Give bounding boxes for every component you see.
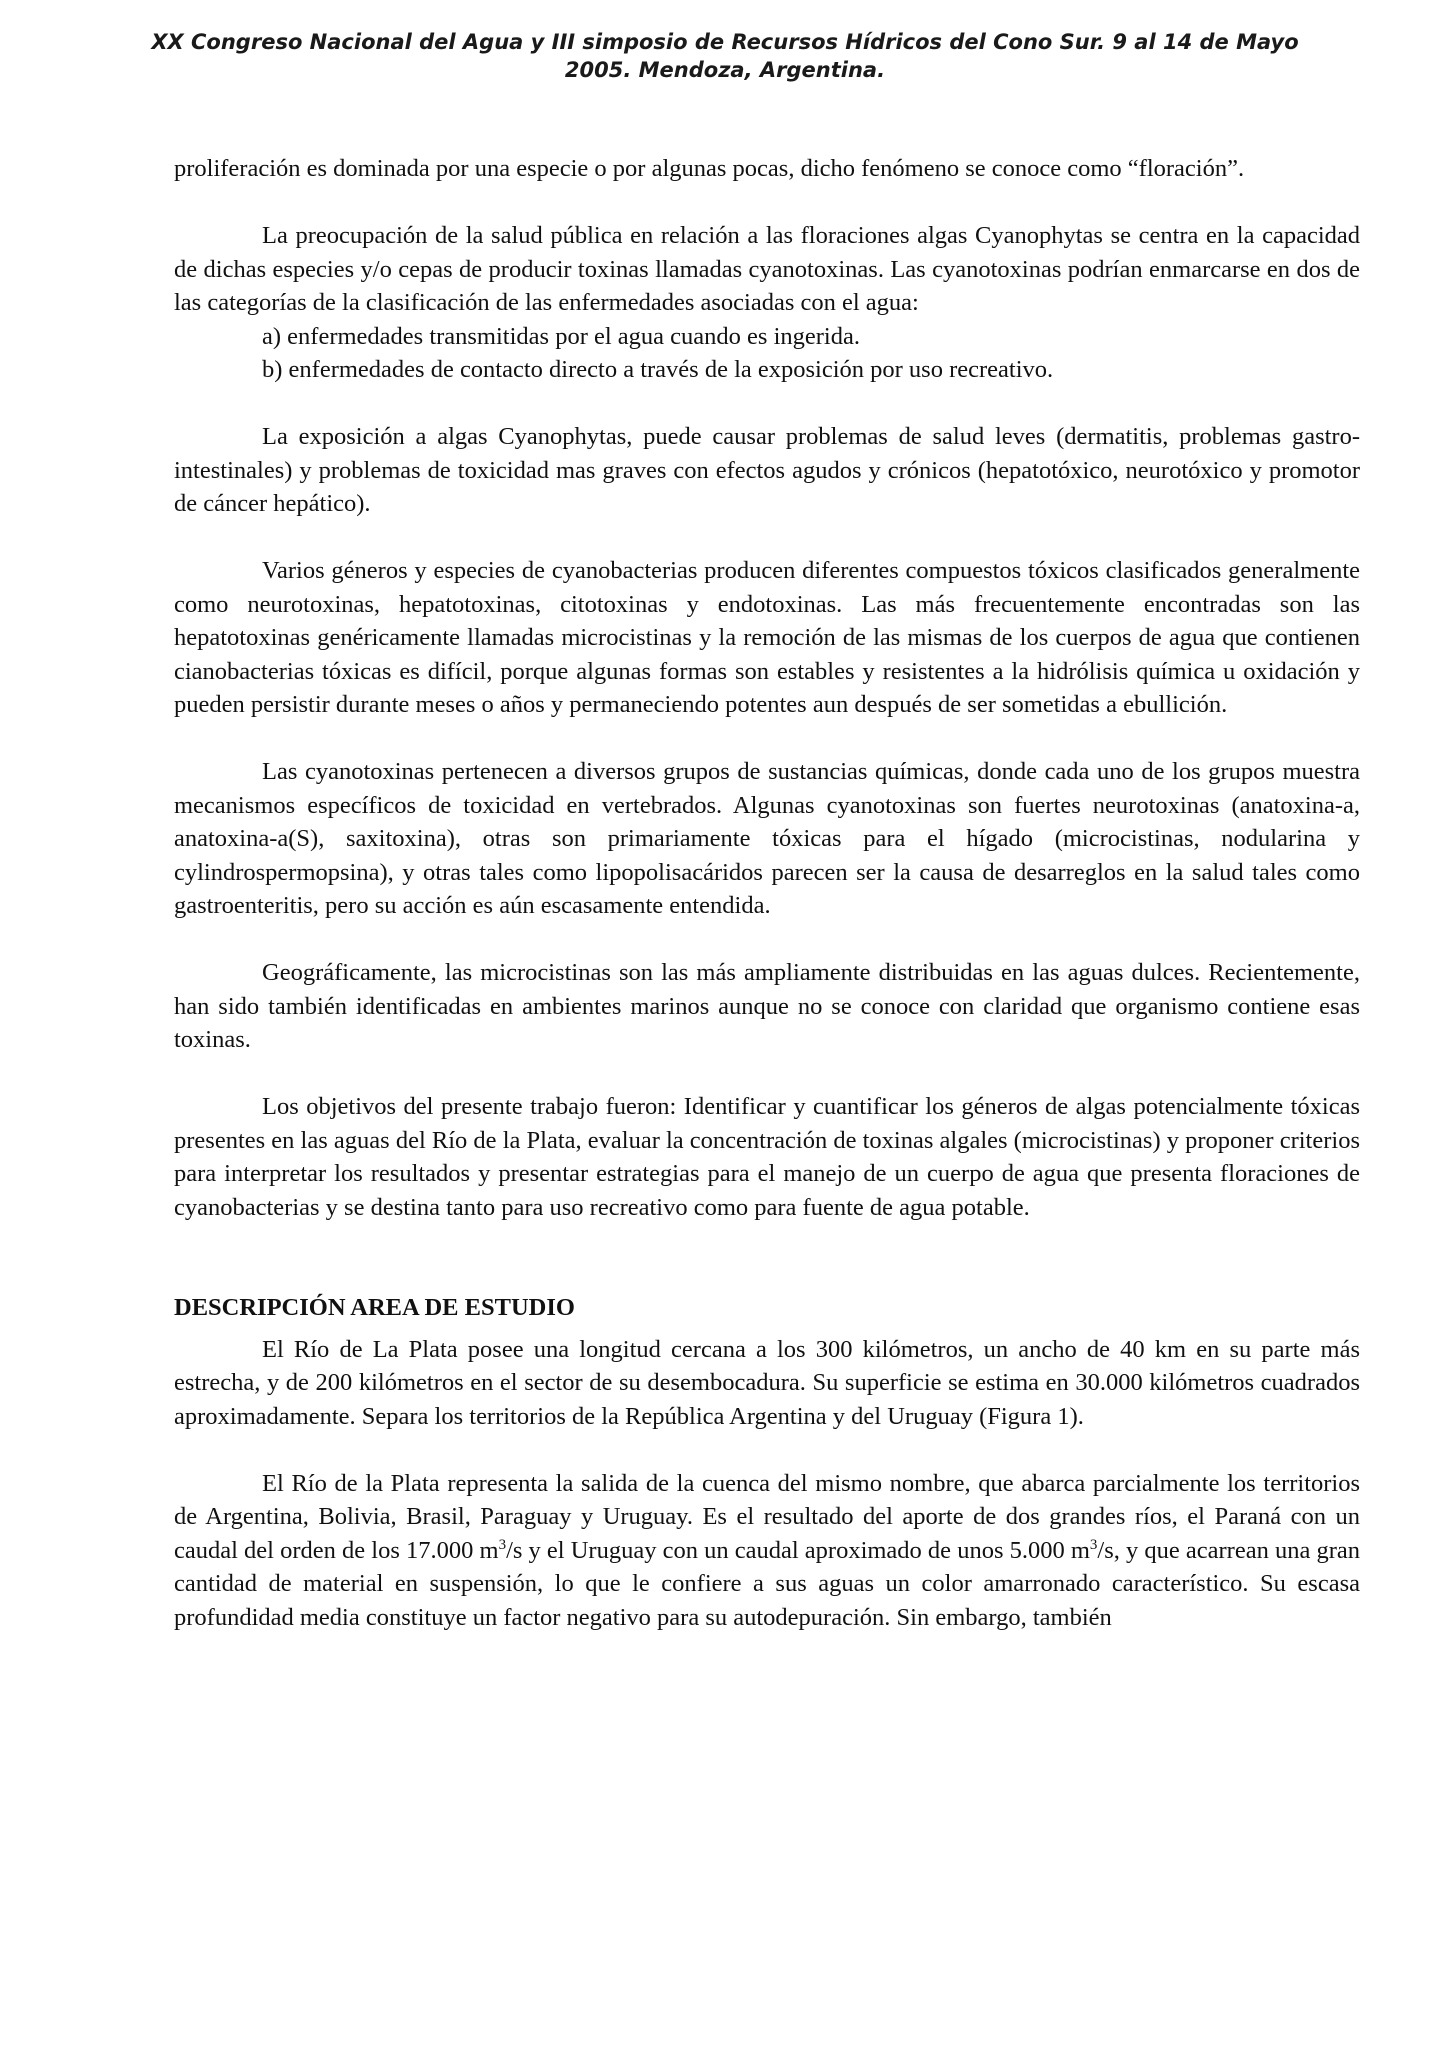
paragraph: proliferación es dominada por una especie o por algunas pocas, dicho fenómeno se conoce como “floración”. [174,155,1245,182]
paragraph: Varios géneros y especies de cyanobacterias producen diferentes compuestos tóxicos clasificados generalmente como neurotoxinas, hepatotoxinas, citotoxinas y endotoxinas. Las más frecuentemente encontradas son las hepatotoxinas genéricamente llamadas microcistinas y la remoción de las mismas de los cuerpos de agua que contienen cianobacterias tóxicas es difícil, porque algunas formas son estables y resistentes a la hidrólisis química u oxidación y pueden persistir durante meses o años y permaneciendo potentes aun después de ser sometidas a ebullición. [174,557,1360,718]
header-line-1: XX Congreso Nacional del Agua y III simposio de Recursos Hídricos del Cono Sur. 9 al 14 de Mayo [151,30,1299,54]
paragraph: La preocupación de la salud pública en relación a las floraciones algas Cyanophytas se centra en la capacidad de dichas especies y/o cepas de producir toxinas llamadas cyanotoxinas. Las cyanotoxinas podrían enmarcarse en dos de las categorías de la clasificación de las enfermedades asociadas con el agua: [174,222,1360,316]
paragraph: Geográficamente, las microcistinas son las más ampliamente distribuidas en las aguas dulces. Recientemente, han sido también identificadas en ambientes marinos aunque no se conoce con claridad que organismo contiene esas toxinas. [174,959,1360,1053]
header-line-2: 2005. Mendoza, Argentina. [564,58,886,82]
superscript: 3 [1089,1536,1098,1553]
text-run: /s, y que acarrean una gran cantidad de material en suspensión, lo que le confiere a sus aguas un color amarronado característico. Su escasa profundidad media constituye un factor negativo para su autodepuración. Sin embargo, también [174,1536,1361,1631]
paragraph: Los objetivos del presente trabajo fueron: Identificar y cuantificar los géneros de algas potencialmente tóxicas presentes en las aguas del Río de la Plata, evaluar la concentración de toxinas algales (microcistinas) y proponer criterios para interpretar los resultados y presentar estrategias para el manejo de un cuerpo de agua que presenta floraciones de cyanobacterias y se destina tanto para uso recreativo como para fuente de agua potable. [174,1093,1360,1221]
list-item: b) enfermedades de contacto directo a través de la exposición por uso recreativo. [262,356,1054,383]
paragraph: Las cyanotoxinas pertenecen a diversos grupos de sustancias químicas, donde cada uno de los grupos muestra mecanismos específicos de toxicidad en vertebrados. Algunas cyanotoxinas son fuertes neurotoxinas (anatoxina-a, anatoxina-a(S), saxitoxina), otras son primariamente tóxicas para el hígado (microcistinas, nodularina y cylindrospermopsina), y otras tales como lipopolisacáridos parecen ser la causa de desarreglos en la salud tales como gastroenteritis, pero su acción es aún escasamente entendida. [174,758,1360,919]
superscript: 3 [498,1536,507,1553]
running-header [150,28,1300,84]
text-run: El Río de la Plata representa la salida de la cuenca del mismo nombre, que abarca parcialmente los territorios de Argentina, Bolivia, Brasil, Paraguay y Uruguay. Es el resultado del aporte de dos grandes ríos, el Paraná con un caudal del orden de los 17.000 m [174,1469,1360,1564]
text-run: /s y el Uruguay con un caudal aproximado de unos 5.000 m [506,1536,1090,1564]
section-title: DESCRIPCIÓN AREA DE ESTUDIO [174,1294,575,1321]
paragraph: La exposición a algas Cyanophytas, puede causar problemas de salud leves (dermatitis, problemas gastro- intestinales) y problemas de toxicidad mas graves con efectos agudos y crónicos (hepatotóxico, neurotóxico y promotor de cáncer hepático). [174,423,1360,517]
list-item: a) enfermedades transmitidas por el agua cuando es ingerida. [262,322,860,350]
paragraph: El Río de La Plata posee una longitud cercana a los 300 kilómetros, un ancho de 40 km en su parte más estrecha, y de 200 kilómetros en el sector de su desembocadura. Su superficie se estima en 30.000 kilómetros cuadrados aproximadamente. Separa los territorios de la República Argentina y del Uruguay (Figura 1). [174,1335,1360,1430]
body-text [174,152,1360,1634]
paragraph [174,1467,1360,1635]
